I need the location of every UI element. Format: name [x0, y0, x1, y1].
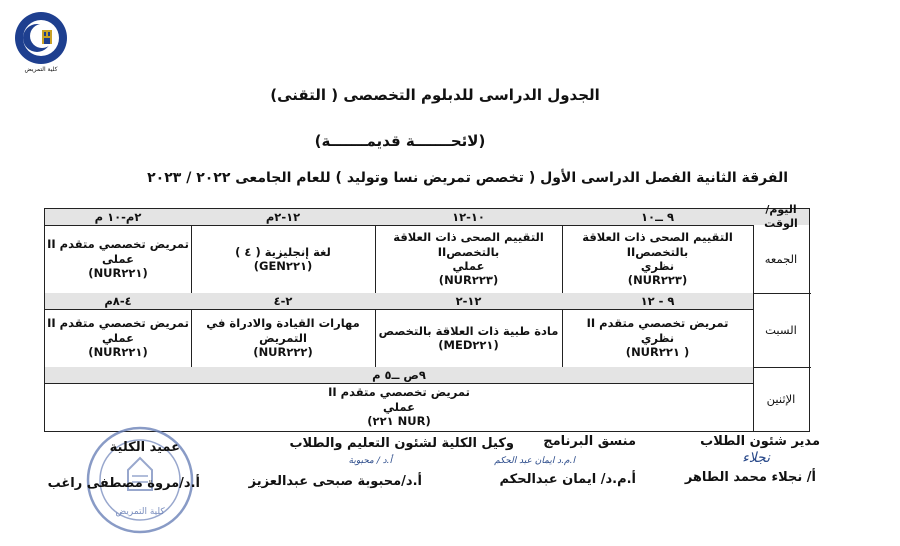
- course-name: تمريض تخصصي متقدم II: [586, 316, 729, 331]
- faculty-logo: [10, 10, 72, 84]
- course-type: نظري: [640, 330, 675, 345]
- course-type: نظري: [640, 259, 675, 273]
- course-name: مهارات القيادة والادراة في التمريض: [206, 316, 360, 345]
- course-cell: [375, 309, 562, 367]
- vice-dean-signature: أ.د / محبوبة: [348, 456, 392, 466]
- student-affairs-name: أ/ نجلاء محمد الطاهر: [684, 470, 816, 485]
- course-cell: [191, 225, 375, 293]
- day-label: الجمعه: [764, 251, 798, 266]
- course-code: (NUR٢٢١): [88, 345, 148, 360]
- logo-caption: كلية التمريض: [24, 66, 58, 73]
- vice-dean-name: أ.د/محبوبة صبحى عبدالعزيز: [248, 474, 422, 489]
- stamp-label: كلية التمريض: [115, 507, 165, 517]
- dean-name: أ.د/مروة مصطفى راغب: [47, 476, 200, 491]
- coordinator-signature: ا.م.د ايمان عبد الحكم: [494, 456, 575, 466]
- coordinator-name: أ.م.د/ ايمان عبدالحكم: [499, 472, 636, 487]
- course-code: (GEN٢٢١): [253, 259, 313, 273]
- course-code: (NUR٢٢١): [88, 266, 148, 281]
- course-type: عملي: [383, 399, 415, 414]
- time-header: ٩ص ــ٥ م: [45, 367, 753, 383]
- schedule-table: [44, 203, 810, 432]
- time-header: ٢م-١٠ م: [45, 209, 191, 225]
- time-header: ٩ - ١٢: [562, 293, 753, 309]
- time-header: ١٢-٢م: [191, 209, 375, 225]
- time-header: ٩ ــ١٠: [562, 209, 753, 225]
- course-type: عملي: [452, 259, 485, 273]
- course-name: التقييم الصحى ذات العلاقة بالتخصصII: [393, 230, 544, 259]
- regulation-note: (لائحـــــــة قديمـــــــة): [314, 132, 486, 150]
- time-header: ١٢-٢: [375, 293, 562, 309]
- time-header: ١٠-١٢: [375, 209, 562, 225]
- course-cell: [375, 225, 562, 293]
- student-affairs-role: مدير شئون الطلاب: [700, 434, 820, 449]
- course-code: (NUR٢٢٣): [627, 273, 688, 288]
- vice-dean-role: وكيل الكلية لشئون التعليم والطلاب: [289, 436, 514, 451]
- course-type: عملى: [102, 251, 134, 266]
- student-affairs-signature: نجلاء: [742, 450, 770, 466]
- course-code: (NUR٢٢٢): [253, 345, 313, 360]
- course-cell: [562, 309, 753, 367]
- course-cell: [562, 225, 753, 293]
- day-label: السبت: [765, 322, 797, 337]
- course-name: تمريض تخصصي متقدم II: [47, 316, 189, 331]
- course-type: عملي: [102, 330, 134, 345]
- dean-role: عميد الكلية: [109, 440, 180, 455]
- course-name: لغة إنجليزية ( ٤ ): [235, 244, 331, 259]
- time-header: ٤-٨م: [45, 293, 191, 309]
- course-code: (NUR٢٢٣): [438, 273, 499, 288]
- university-emblem-icon: [13, 10, 69, 66]
- course-name: مادة طبية ذات العلاقة بالتخصص: [378, 323, 559, 338]
- course-code: ( NUR٢٢١): [625, 345, 690, 360]
- course-code: (MED٢٢١): [438, 338, 499, 352]
- page-title: الجدول الدراسى للدبلوم التخصصى ( التقنى): [270, 86, 600, 104]
- course-cell: [45, 309, 191, 367]
- coordinator-role: منسق البرنامج: [543, 434, 636, 449]
- page-subtitle: الفرقة الثانية الفصل الدراسى الأول ( تخصص تمريض نسا وتوليد ) للعام الجامعى ٢٠٢٢ / ٢٠٢٣: [147, 170, 788, 186]
- course-name: تمريض تخصصي متقدم II: [328, 385, 470, 400]
- course-name: تمريض تخصصي متقدم II: [47, 237, 189, 252]
- course-name: التقييم الصحى ذات العلاقة بالتخصصII: [582, 230, 733, 259]
- course-cell: [45, 225, 191, 293]
- course-cell: [191, 309, 375, 367]
- corner-header: اليوم/الوقت: [753, 209, 809, 225]
- day-label: الإثنين: [766, 391, 796, 406]
- time-header: ٢-٤: [191, 293, 375, 309]
- course-code: (NUR ٢٢١): [367, 414, 431, 429]
